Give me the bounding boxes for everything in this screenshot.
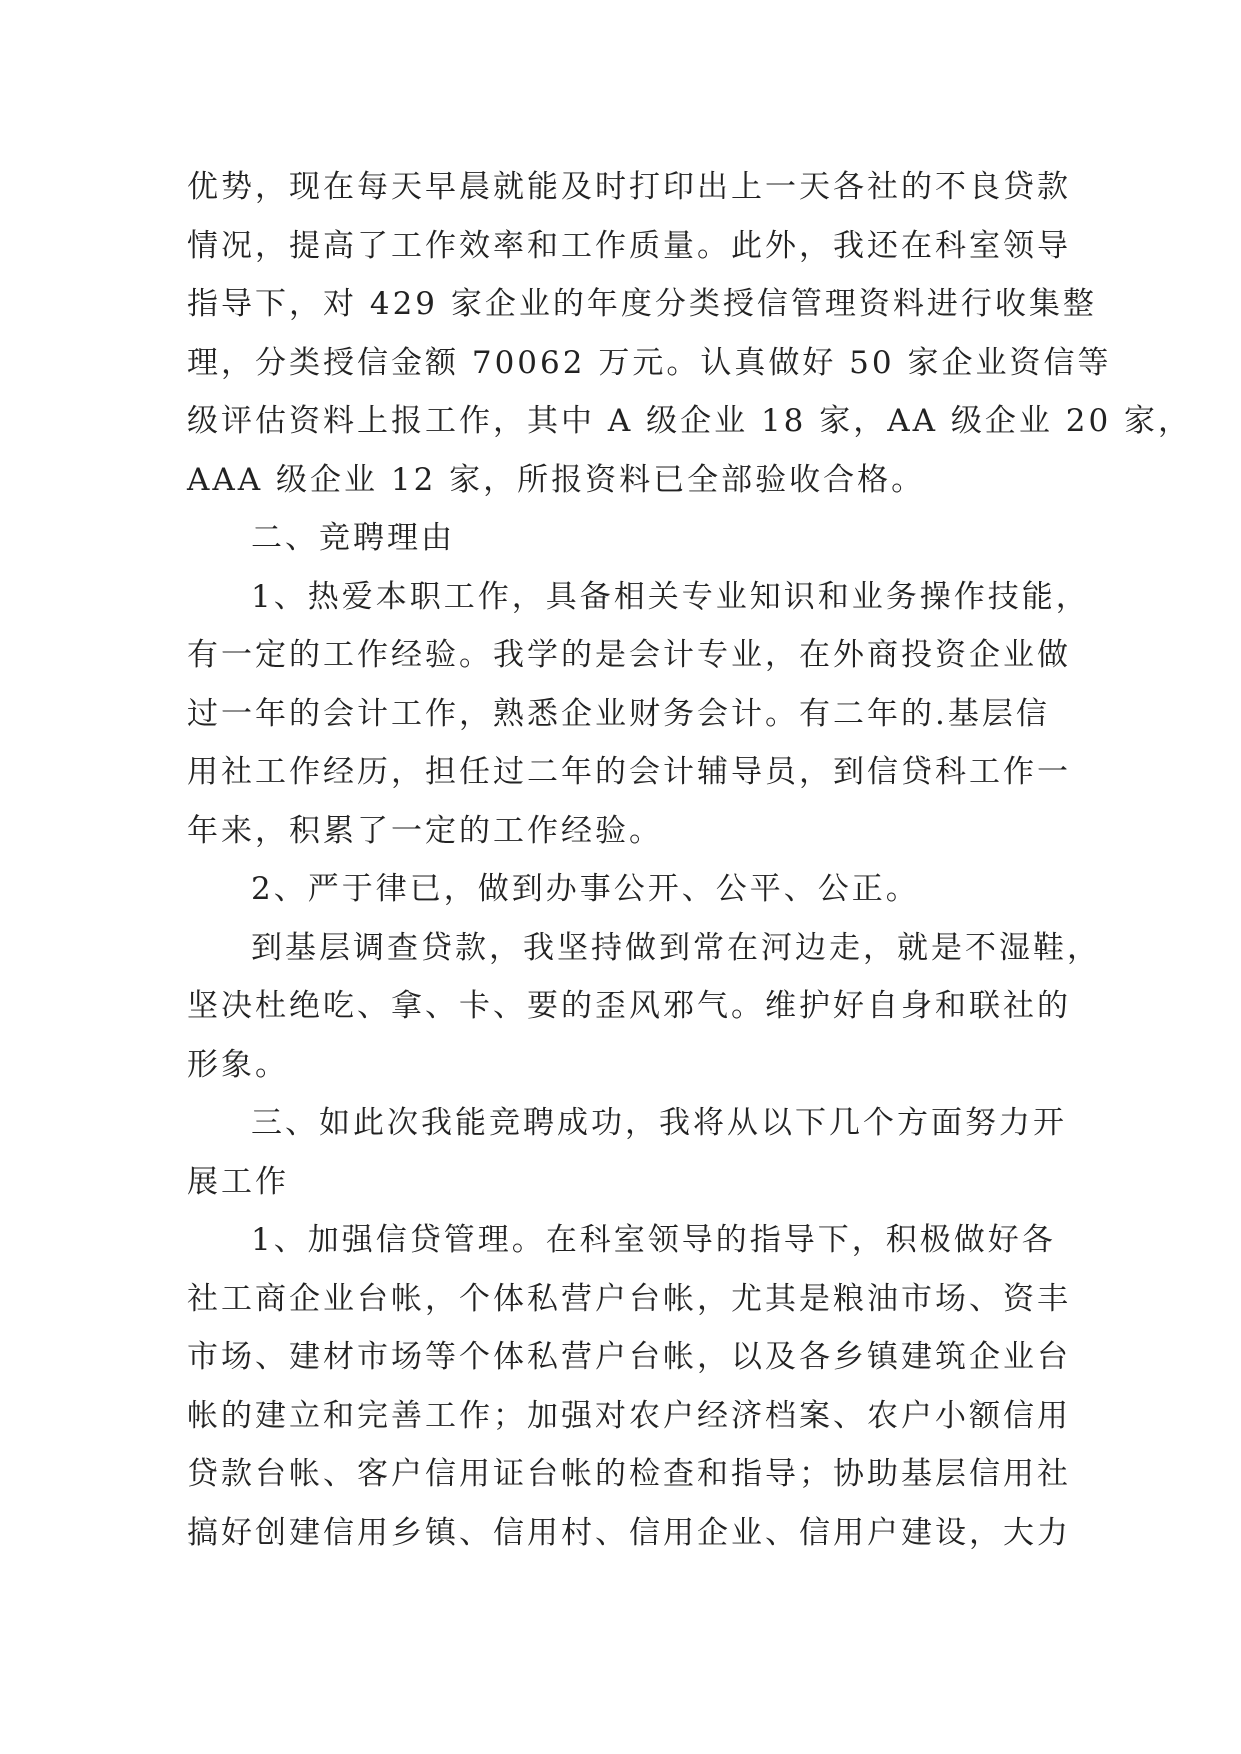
text-line: 过一年的会计工作，熟悉企业财务会计。有二年的.基层信 [187,695,1050,732]
text-line: 帐的建立和完善工作；加强对农户经济档案、农户小额信用 [187,1397,1071,1434]
text-line: 优势，现在每天早晨就能及时打印出上一天各社的不良贷款 [187,169,1071,205]
text-line: AAA 级企业 12 家，所报资料已全部验收合格。 [187,461,926,498]
text-line: 市场、建材市场等个体私营户台帐，以及各乡镇建筑企业台 [187,1339,1071,1375]
text-line: 到基层调查贷款，我坚持做到常在河边走，就是不湿鞋， [251,929,1101,966]
body-text [187,158,1193,1562]
text-line: 2、严于律已，做到办事公开、公平、公正。 [251,871,920,907]
section-heading: 展工作 [187,1163,289,1200]
text-line: 形象。 [187,1046,289,1083]
text-line: 社工商企业台帐，个体私营户台帐，尤其是粮油市场、资丰 [187,1280,1071,1317]
text-line: 情况，提高了工作效率和工作质量。此外，我还在科室领导 [187,227,1071,264]
text-line: 坚决杜绝吃、拿、卡、要的歪风邪气。维护好自身和联社的 [187,988,1071,1024]
section-heading: 二、竞聘理由 [251,520,455,556]
section-heading: 三、如此次我能竞聘成功，我将从以下几个方面努力开 [251,1105,1067,1141]
text-line: 1、加强信贷管理。在科室领导的指导下，积极做好各 [251,1222,1056,1258]
text-line: 搞好创建信用乡镇、信用村、信用企业、信用户建设，大力 [187,1514,1071,1551]
text-line: 理，分类授信金额 70062 万元。认真做好 50 家企业资信等 [187,344,1112,381]
text-line: 有一定的工作经验。我学的是会计专业，在外商投资企业做 [187,637,1071,673]
text-line: 级评估资料上报工作，其中 A 级企业 18 家，AA 级企业 20 家， [187,403,1193,439]
text-line: 用社工作经历，担任过二年的会计辅导员，到信贷科工作一 [187,754,1071,790]
text-line: 指导下，对 429 家企业的年度分类授信管理资料进行收集整 [187,286,1097,322]
text-line: 贷款台帐、客户信用证台帐的检查和指导；协助基层信用社 [187,1456,1071,1492]
text-line: 1、热爱本职工作，具备相关专业知识和业务操作技能， [251,578,1090,615]
text-line: 年来，积累了一定的工作经验。 [187,812,663,849]
